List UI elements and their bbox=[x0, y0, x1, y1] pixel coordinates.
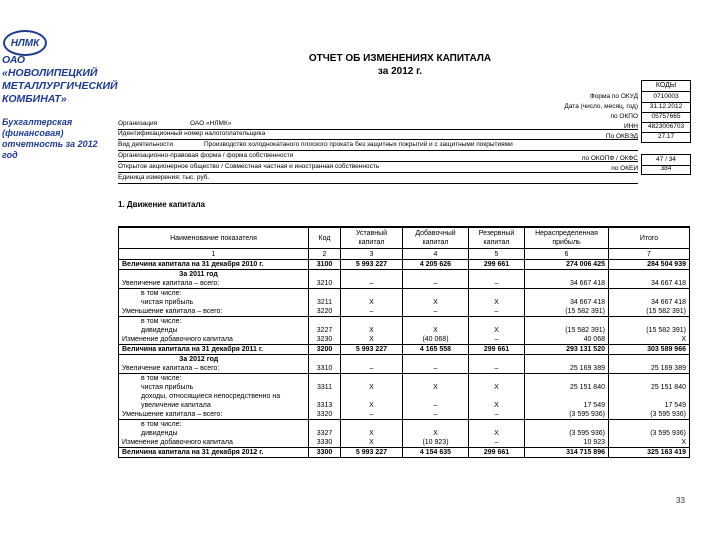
code-value: 05757665 bbox=[641, 112, 691, 123]
retained-earnings: (15 582 391) bbox=[525, 326, 609, 335]
row-code bbox=[309, 289, 341, 299]
retained-earnings bbox=[525, 270, 609, 280]
col-number: 6 bbox=[525, 249, 609, 260]
table-row bbox=[119, 355, 690, 365]
reserve-capital: – bbox=[469, 335, 525, 345]
total bbox=[609, 392, 690, 401]
col-number: 4 bbox=[403, 249, 469, 260]
reserve-capital: – bbox=[469, 410, 525, 420]
table-row bbox=[119, 438, 690, 448]
code-value: 27.17 bbox=[641, 132, 691, 143]
share-capital: X bbox=[341, 326, 403, 335]
additional-capital bbox=[403, 355, 469, 365]
additional-capital: (10 923) bbox=[403, 438, 469, 448]
share-capital bbox=[341, 355, 403, 365]
report-period: за 2012 г. bbox=[377, 66, 423, 77]
row-label: в том числе: bbox=[119, 289, 309, 299]
retained-earnings: (3 595 936) bbox=[525, 410, 609, 420]
code-label: по ОКЕИ bbox=[611, 165, 638, 172]
table-row bbox=[119, 383, 690, 392]
share-capital: X bbox=[341, 438, 403, 448]
retained-earnings: 34 667 418 bbox=[525, 298, 609, 307]
total: 25 151 840 bbox=[609, 383, 690, 392]
logo-text: НЛМК bbox=[10, 37, 40, 49]
total: (15 582 391) bbox=[609, 326, 690, 335]
code-value: 4823006703 bbox=[641, 122, 691, 133]
reserve-capital bbox=[469, 317, 525, 327]
row-label: Изменение добавочного капитала bbox=[119, 335, 309, 345]
row-label: в том числе: bbox=[119, 374, 309, 384]
additional-capital: (40 068) bbox=[403, 335, 469, 345]
share-capital: X bbox=[341, 429, 403, 438]
total bbox=[609, 374, 690, 384]
row-label: За 2011 год bbox=[119, 270, 309, 280]
section-title: 1. Движение капитала bbox=[118, 200, 205, 209]
code-label: Дата (число, месяц, год) bbox=[564, 103, 638, 110]
row-code: 3220 bbox=[309, 307, 341, 317]
reserve-capital bbox=[469, 355, 525, 365]
row-code: 3211 bbox=[309, 298, 341, 307]
table-row bbox=[119, 279, 690, 289]
reserve-capital: X bbox=[469, 298, 525, 307]
org-info-label: Открытое акционерное общество / Совместная частная и иностранная собственность bbox=[118, 163, 380, 170]
total bbox=[609, 289, 690, 299]
code-label: ИНН bbox=[623, 123, 638, 130]
retained-earnings bbox=[525, 317, 609, 327]
additional-capital bbox=[403, 270, 469, 280]
retained-earnings bbox=[525, 289, 609, 299]
row-code: 3327 bbox=[309, 429, 341, 438]
retained-earnings: (3 595 936) bbox=[525, 429, 609, 438]
total: 34 667 418 bbox=[609, 298, 690, 307]
header-retained-earnings: Нераспределенная прибыль bbox=[525, 227, 609, 249]
code-label: Форма по ОКУД bbox=[589, 93, 638, 100]
share-capital: X bbox=[341, 401, 403, 410]
row-label: Увеличение капитала – всего: bbox=[119, 364, 309, 374]
total: (3 595 936) bbox=[609, 410, 690, 420]
additional-capital: 4 154 635 bbox=[403, 448, 469, 458]
row-label: Величина капитала на 31 декабря 2010 г. bbox=[119, 260, 309, 270]
row-label: чистая прибыль bbox=[119, 298, 309, 307]
row-code bbox=[309, 420, 341, 430]
reserve-capital: 299 661 bbox=[469, 260, 525, 270]
row-code: 3230 bbox=[309, 335, 341, 345]
header-reserve-capital: Резервный капитал bbox=[469, 227, 525, 249]
table-body bbox=[119, 260, 690, 458]
total bbox=[609, 420, 690, 430]
reserve-capital: X bbox=[469, 429, 525, 438]
table-row bbox=[119, 429, 690, 438]
header-name: Наименование показателя bbox=[119, 227, 309, 249]
header-additional-capital: Добавочный капитал bbox=[403, 227, 469, 249]
table-row bbox=[119, 364, 690, 374]
row-label: дивиденды bbox=[119, 326, 309, 335]
row-code: 3100 bbox=[309, 260, 341, 270]
org-info-label: Организация bbox=[118, 120, 158, 127]
row-code bbox=[309, 317, 341, 327]
row-label: дивиденды bbox=[119, 429, 309, 438]
capital-changes-table bbox=[118, 226, 690, 458]
row-label: Уменьшение капитала – всего: bbox=[119, 307, 309, 317]
additional-capital: – bbox=[403, 401, 469, 410]
row-code: 3310 bbox=[309, 364, 341, 374]
report-title: ОТЧЕТ ОБ ИЗМЕНЕНИЯХ КАПИТАЛА bbox=[308, 53, 492, 64]
additional-capital: X bbox=[403, 298, 469, 307]
share-capital bbox=[341, 317, 403, 327]
total: 25 169 389 bbox=[609, 364, 690, 374]
reserve-capital: – bbox=[469, 279, 525, 289]
row-code bbox=[309, 374, 341, 384]
total bbox=[609, 317, 690, 327]
additional-capital: – bbox=[403, 307, 469, 317]
additional-capital: X bbox=[403, 383, 469, 392]
table-row bbox=[119, 401, 690, 410]
table-row bbox=[119, 326, 690, 335]
column-number-row bbox=[119, 249, 690, 260]
total bbox=[609, 270, 690, 280]
share-capital: 5 993 227 bbox=[341, 260, 403, 270]
org-info-label: Вид деятельности bbox=[118, 141, 174, 148]
additional-capital: 4 165 558 bbox=[403, 345, 469, 355]
reserve-capital: X bbox=[469, 401, 525, 410]
row-label: Уменьшение капитала – всего: bbox=[119, 410, 309, 420]
total: 303 589 966 bbox=[609, 345, 690, 355]
row-label: увеличение капитала bbox=[119, 401, 309, 410]
share-capital: – bbox=[341, 364, 403, 374]
retained-earnings bbox=[525, 392, 609, 401]
share-capital bbox=[341, 420, 403, 430]
additional-capital: – bbox=[403, 279, 469, 289]
share-capital: 5 993 227 bbox=[341, 448, 403, 458]
row-label: Величина капитала на 31 декабря 2011 г. bbox=[119, 345, 309, 355]
reserve-capital bbox=[469, 374, 525, 384]
additional-capital bbox=[403, 289, 469, 299]
col-number: 3 bbox=[341, 249, 403, 260]
row-code: 3313 bbox=[309, 401, 341, 410]
reserve-capital bbox=[469, 392, 525, 401]
share-capital bbox=[341, 392, 403, 401]
table-row bbox=[119, 392, 690, 401]
reserve-capital: – bbox=[469, 438, 525, 448]
table-row bbox=[119, 270, 690, 280]
table-row bbox=[119, 298, 690, 307]
row-label: чистая прибыль bbox=[119, 383, 309, 392]
total: (3 595 936) bbox=[609, 429, 690, 438]
additional-capital: X bbox=[403, 429, 469, 438]
table-row bbox=[119, 289, 690, 299]
retained-earnings: 17 549 bbox=[525, 401, 609, 410]
org-info-label: Организационно-правовая форма / форма собственности bbox=[118, 152, 294, 159]
share-capital: – bbox=[341, 307, 403, 317]
retained-earnings: 25 151 840 bbox=[525, 383, 609, 392]
retained-earnings: 25 169 389 bbox=[525, 364, 609, 374]
table-row bbox=[119, 317, 690, 327]
col-number: 2 bbox=[309, 249, 341, 260]
row-code: 3210 bbox=[309, 279, 341, 289]
additional-capital: 4 205 626 bbox=[403, 260, 469, 270]
row-code: 3320 bbox=[309, 410, 341, 420]
org-info-value: Производство холоднокатаного плоского проката без защитных покрытий и с защитными покрытиями bbox=[204, 141, 513, 148]
code-label: по ОКОПФ / ОКФС bbox=[581, 155, 638, 162]
org-info-underline bbox=[118, 139, 638, 140]
row-code bbox=[309, 392, 341, 401]
row-label: За 2012 год bbox=[119, 355, 309, 365]
org-info-label: Единица измерения: тыс. руб. bbox=[118, 174, 210, 181]
share-capital bbox=[341, 374, 403, 384]
row-label: Увеличение капитала – всего: bbox=[119, 279, 309, 289]
slide-number: 33 bbox=[676, 496, 685, 505]
header-code: Код bbox=[309, 227, 341, 249]
table-row bbox=[119, 410, 690, 420]
total: X bbox=[609, 335, 690, 345]
additional-capital bbox=[403, 374, 469, 384]
row-label: в том числе: bbox=[119, 317, 309, 327]
total: (15 582 391) bbox=[609, 307, 690, 317]
code-value: 47 / 34 bbox=[641, 154, 691, 166]
row-label: доходы, относящиеся непосредственно на bbox=[119, 392, 309, 401]
total: X bbox=[609, 438, 690, 448]
retained-earnings bbox=[525, 355, 609, 365]
retained-earnings: 10 923 bbox=[525, 438, 609, 448]
table-row bbox=[119, 307, 690, 317]
row-code: 3227 bbox=[309, 326, 341, 335]
row-code: 3330 bbox=[309, 438, 341, 448]
retained-earnings: 274 006 425 bbox=[525, 260, 609, 270]
table-row bbox=[119, 448, 690, 458]
share-capital: X bbox=[341, 335, 403, 345]
org-info-underline bbox=[118, 172, 638, 173]
org-info-value: ОАО «НЛМК» bbox=[190, 120, 232, 127]
reserve-capital bbox=[469, 420, 525, 430]
retained-earnings: 314 715 896 bbox=[525, 448, 609, 458]
total: 284 504 939 bbox=[609, 260, 690, 270]
code-value: 31.12.2012 bbox=[641, 102, 691, 113]
reserve-capital: – bbox=[469, 307, 525, 317]
total: 17 549 bbox=[609, 401, 690, 410]
org-info-underline bbox=[118, 150, 638, 151]
org-info-underline bbox=[118, 183, 638, 184]
header-share-capital: Уставный капитал bbox=[341, 227, 403, 249]
share-capital: X bbox=[341, 383, 403, 392]
share-capital bbox=[341, 270, 403, 280]
table-row bbox=[119, 420, 690, 430]
row-code bbox=[309, 355, 341, 365]
nlmk-logo bbox=[3, 30, 47, 56]
col-number: 5 bbox=[469, 249, 525, 260]
reserve-capital: X bbox=[469, 326, 525, 335]
col-number: 7 bbox=[609, 249, 690, 260]
share-capital: – bbox=[341, 279, 403, 289]
additional-capital: – bbox=[403, 410, 469, 420]
reserve-capital: X bbox=[469, 383, 525, 392]
row-code: 3200 bbox=[309, 345, 341, 355]
share-capital: X bbox=[341, 298, 403, 307]
additional-capital bbox=[403, 317, 469, 327]
org-info-label: Идентификационный номер налогоплательщика bbox=[118, 130, 266, 137]
report-type: Бухгалтерская (финансовая) отчетность за 2012 год bbox=[2, 117, 98, 160]
share-capital bbox=[341, 289, 403, 299]
retained-earnings bbox=[525, 374, 609, 384]
code-label: по ОКПО bbox=[610, 113, 638, 120]
table-row bbox=[119, 345, 690, 355]
retained-earnings: 40 068 bbox=[525, 335, 609, 345]
report-title-block bbox=[290, 52, 510, 78]
share-capital: – bbox=[341, 410, 403, 420]
col-number: 1 bbox=[119, 249, 309, 260]
reserve-capital bbox=[469, 289, 525, 299]
row-label: Изменение добавочного капитала bbox=[119, 438, 309, 448]
company-name: ОАО «НОВОЛИПЕЦКИЙ МЕТАЛЛУРГИЧЕСКИЙ КОМБИНАТ» bbox=[2, 54, 118, 105]
row-code bbox=[309, 270, 341, 280]
code-value: 384 bbox=[641, 164, 691, 175]
codes-header: КОДЫ bbox=[641, 80, 691, 92]
code-label: По ОКВЭД bbox=[605, 133, 638, 140]
retained-earnings: 293 131 520 bbox=[525, 345, 609, 355]
table-row bbox=[119, 260, 690, 270]
total bbox=[609, 355, 690, 365]
header-total: Итого bbox=[609, 227, 690, 249]
row-code: 3300 bbox=[309, 448, 341, 458]
row-label: Величина капитала на 31 декабря 2012 г. bbox=[119, 448, 309, 458]
table-row bbox=[119, 335, 690, 345]
reserve-capital: 299 661 bbox=[469, 345, 525, 355]
reserve-capital: – bbox=[469, 364, 525, 374]
retained-earnings: (15 582 391) bbox=[525, 307, 609, 317]
table-header-row bbox=[119, 227, 690, 249]
additional-capital: – bbox=[403, 364, 469, 374]
table-row bbox=[119, 374, 690, 384]
code-value: 0710003 bbox=[641, 92, 691, 103]
row-code: 3311 bbox=[309, 383, 341, 392]
total: 34 667 418 bbox=[609, 279, 690, 289]
reserve-capital bbox=[469, 270, 525, 280]
share-capital: 5 993 227 bbox=[341, 345, 403, 355]
additional-capital: X bbox=[403, 326, 469, 335]
retained-earnings bbox=[525, 420, 609, 430]
additional-capital bbox=[403, 420, 469, 430]
additional-capital bbox=[403, 392, 469, 401]
reserve-capital: 299 661 bbox=[469, 448, 525, 458]
total: 325 163 419 bbox=[609, 448, 690, 458]
row-label: в том числе: bbox=[119, 420, 309, 430]
org-info-underline bbox=[118, 161, 638, 162]
retained-earnings: 34 667 418 bbox=[525, 279, 609, 289]
